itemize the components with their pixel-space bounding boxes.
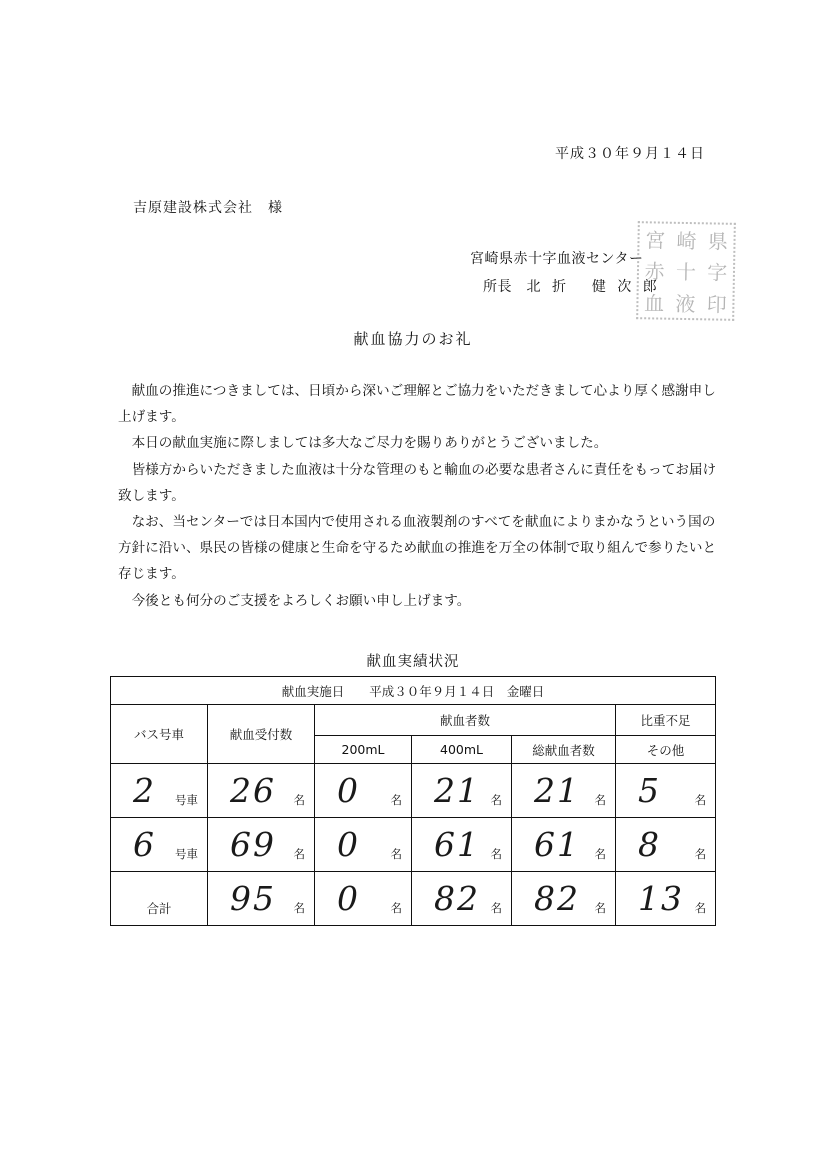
handwritten-value: 61: [534, 825, 580, 864]
header-reception: 献血受付数: [208, 705, 315, 764]
seal-char: 液: [675, 291, 696, 316]
body-paragraph: 皆様方からいただきました血液は十分な管理のもと輸血の必要な患者さんに責任をもってお届け致します。: [118, 461, 717, 504]
bus-suffix: 号車: [175, 847, 198, 861]
handwritten-value: 69: [230, 825, 276, 864]
other-cell: [616, 818, 716, 872]
handwritten-value: 0: [337, 879, 360, 918]
header-400ml: 400mL: [412, 736, 512, 764]
handwritten-value: 21: [534, 771, 580, 810]
handwritten-value: 95: [230, 879, 276, 918]
header-200ml: 200mL: [315, 736, 412, 764]
reception-cell: [208, 872, 315, 926]
header-total-donors: 総献血者数: [512, 736, 616, 764]
handwritten-value: 2: [133, 771, 156, 810]
unit-label: 名: [293, 901, 305, 915]
body-paragraph: 今後とも何分のご支援をよろしくお願い申し上げます。: [131, 592, 471, 609]
header-other-bottom: その他: [616, 736, 716, 764]
unit-label: 名: [694, 901, 707, 915]
header-other-top: 比重不足: [616, 705, 716, 736]
sender-name: 所長 北 折 健 次 郎: [483, 279, 658, 295]
unit-label: 名: [694, 847, 707, 861]
bus-suffix: 号車: [175, 793, 198, 807]
handwritten-value: 6: [133, 825, 156, 864]
handwritten-value: 5: [638, 771, 661, 810]
ml400-cell: [412, 764, 512, 818]
seal-char: 字: [707, 260, 728, 286]
letter-date: 平成３０年９月１４日: [555, 146, 705, 162]
handwritten-value: 0: [337, 825, 360, 864]
bus-number-cell: [111, 764, 208, 818]
unit-label: 名: [594, 847, 606, 861]
handwritten-value: 82: [434, 879, 480, 918]
handwritten-value: 0: [337, 771, 360, 810]
seal-char: 県: [707, 229, 729, 254]
total-label-cell: [111, 872, 208, 926]
other-cell: [616, 872, 716, 926]
unit-label: 名: [594, 793, 606, 807]
table-row: [111, 818, 716, 872]
seal-char: 赤: [644, 259, 665, 285]
other-cell: [616, 764, 716, 818]
reception-cell: [208, 764, 315, 818]
body-paragraph: 本日の献血実施に際しましては多大なご尽力を賜りありがとうございました。: [131, 435, 608, 452]
unit-label: 名: [490, 793, 502, 807]
official-seal-stamp: [636, 221, 736, 321]
ml400-cell: [412, 818, 512, 872]
unit-label: 名: [390, 793, 402, 807]
seal-char: 血: [643, 291, 665, 316]
unit-label: 名: [293, 847, 305, 861]
unit-label: 名: [490, 901, 502, 915]
addressee: 吉原建設株式会社 様: [133, 200, 283, 216]
bus-number-cell: [111, 818, 208, 872]
ml400-cell: [412, 872, 512, 926]
letter-title: 献血協力のお礼: [353, 330, 473, 348]
results-table-caption: 献血実績状況: [366, 654, 460, 670]
seal-char: 十: [675, 260, 697, 285]
handwritten-value: 8: [638, 825, 661, 864]
total-donors-cell: [512, 818, 616, 872]
body-paragraph: なお、当センターでは日本国内で使用される血液製剤のすべてを献血によりまかなうという国の方針に沿い、県民の皆様の健康と生命を守るため献血の推進を万全の体制で取り組んで参りたいと存じます。: [118, 514, 717, 583]
total-donors-cell: [512, 764, 616, 818]
letter-body: [118, 378, 718, 614]
ml200-cell: [315, 818, 412, 872]
handwritten-value: 26: [230, 771, 276, 810]
unit-label: 名: [694, 793, 707, 807]
unit-label: 名: [390, 847, 402, 861]
total-row: [111, 872, 716, 926]
donation-results-table: [110, 676, 716, 926]
body-paragraph: 献血の推進につきましては、日頃から深いご理解とご協力をいただきまして心より厚く感謝申し上げます。: [118, 383, 716, 426]
unit-label: 名: [594, 901, 606, 915]
handwritten-value: 82: [534, 879, 580, 918]
handwritten-value: 21: [434, 771, 480, 810]
donation-date-header: 献血実施日 平成３０年９月１４日 金曜日: [111, 677, 716, 705]
handwritten-value: 61: [434, 825, 480, 864]
table-row: [111, 764, 716, 818]
unit-label: 名: [293, 793, 305, 807]
seal-char: 崎: [676, 228, 697, 254]
header-bus: バス号車: [111, 705, 208, 764]
total-donors-cell: [512, 872, 616, 926]
unit-label: 名: [390, 901, 402, 915]
header-donors: 献血者数: [315, 705, 616, 736]
reception-cell: [208, 818, 315, 872]
ml200-cell: [315, 764, 412, 818]
seal-char: 宮: [644, 228, 666, 253]
handwritten-value: 13: [638, 879, 684, 918]
ml200-cell: [315, 872, 412, 926]
unit-label: 名: [490, 847, 502, 861]
sender-organization: 宮崎県赤十字血液センター: [470, 251, 644, 267]
seal-char: 印: [706, 292, 727, 317]
total-label: 合計: [146, 901, 172, 916]
